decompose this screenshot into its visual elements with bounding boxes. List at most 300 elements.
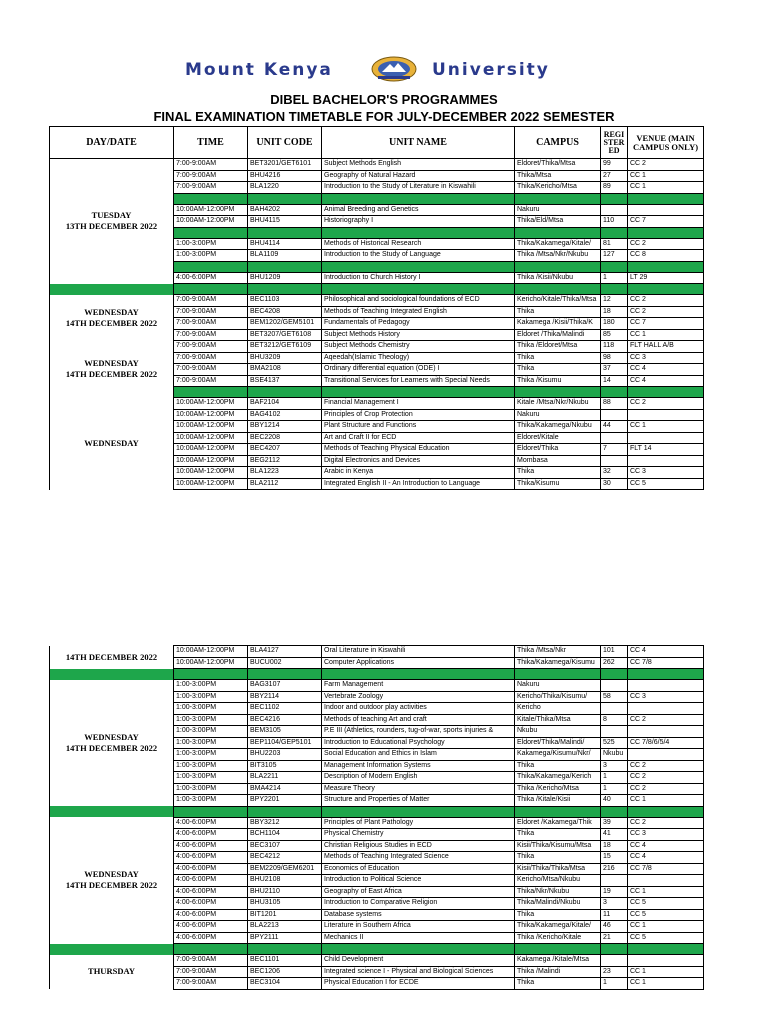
venue-cell: CC 2 (628, 772, 704, 784)
time-cell: 7:00-9:00AM (174, 352, 248, 364)
university-logo (185, 56, 600, 88)
unit-name-cell: Geography of Natural Hazard (322, 170, 515, 182)
day-date-cell (50, 159, 174, 284)
unit-code-cell: BMA4214 (248, 783, 322, 795)
unit-name-cell: Database systems (322, 909, 515, 921)
unit-name-cell: Subject Methods Chemistry (322, 341, 515, 353)
unit-code-cell: BHU2110 (248, 886, 322, 898)
separator-cell (515, 387, 601, 398)
unit-name-cell: Physical Education I for ECDE (322, 978, 515, 990)
venue-cell: CC 1 (628, 966, 704, 978)
unit-name-cell: Integrated English II - An Introduction to Language (322, 478, 515, 490)
unit-name-cell: Methods of Teaching Integrated English (322, 306, 515, 318)
unit-name-cell: Methods of Historical Research (322, 238, 515, 250)
time-cell: 7:00-9:00AM (174, 295, 248, 307)
separator-cell (628, 261, 704, 272)
unit-code-cell: BLA1220 (248, 182, 322, 194)
separator-cell (248, 806, 322, 817)
time-cell: 10:00AM-12:00PM (174, 398, 248, 410)
venue-cell: CC 2 (628, 817, 704, 829)
registered-cell: 101 (601, 646, 628, 658)
unit-name-cell: Introduction to the Study of Literature in Kiswahili (322, 182, 515, 194)
venue-cell (628, 955, 704, 967)
unit-code-cell: BEP1104/GEP5101 (248, 737, 322, 749)
time-cell: 7:00-9:00AM (174, 159, 248, 171)
day-date-text: 14TH DECEMBER 2022 (65, 317, 158, 328)
separator-cell (174, 284, 248, 295)
logo-text-left: Mount Kenya (185, 60, 333, 80)
unit-code-cell: BEC1101 (248, 955, 322, 967)
table-row (50, 341, 704, 353)
registered-cell (601, 204, 628, 216)
unit-code-cell: BLA2211 (248, 772, 322, 784)
time-cell: 1:00-3:00PM (174, 772, 248, 784)
programme-title: DIBEL BACHELOR'S PROGRAMMES (270, 92, 498, 107)
unit-name-cell: Financial Management I (322, 398, 515, 410)
logo-text-right: University (432, 60, 550, 80)
separator-cell (174, 944, 248, 955)
unit-code-cell: BEC4208 (248, 306, 322, 318)
registered-cell: 23 (601, 966, 628, 978)
unit-name-cell: Arabic in Kenya (322, 467, 515, 479)
time-cell: 10:00AM-12:00PM (174, 444, 248, 456)
table-row (50, 398, 704, 410)
time-cell: 1:00-3:00PM (174, 250, 248, 262)
venue-cell: CC 4 (628, 840, 704, 852)
registered-cell: 85 (601, 329, 628, 341)
day-date-cell (50, 680, 174, 807)
unit-name-cell: Methods of Teaching Integrated Science (322, 852, 515, 864)
registered-cell: 1 (601, 272, 628, 284)
session-separator (50, 284, 704, 295)
venue-cell (628, 455, 704, 467)
separator-cell (515, 261, 601, 272)
timetable-part-2 (49, 645, 704, 990)
campus-cell: Kakamega/Kisumu/Nkr/ (515, 749, 601, 761)
unit-name-cell: Philosophical and sociological foundations of ECD (322, 295, 515, 307)
unit-code-cell: BHU2203 (248, 749, 322, 761)
separator-cell (515, 284, 601, 295)
time-cell: 10:00AM-12:00PM (174, 467, 248, 479)
venue-cell (628, 726, 704, 738)
venue-cell: CC 4 (628, 375, 704, 387)
separator-cell (322, 944, 515, 955)
time-cell: 10:00AM-12:00PM (174, 646, 248, 658)
registered-cell: 180 (601, 318, 628, 330)
session-separator (50, 669, 704, 680)
time-cell: 4:00-6:00PM (174, 932, 248, 944)
registered-cell: 37 (601, 364, 628, 376)
unit-name-cell: Measure Theory (322, 783, 515, 795)
unit-code-cell: BBY1214 (248, 421, 322, 433)
time-cell: 1:00-3:00PM (174, 238, 248, 250)
registered-cell: 1 (601, 783, 628, 795)
venue-cell (628, 204, 704, 216)
registered-cell: 11 (601, 909, 628, 921)
venue-cell: CC 7/8 (628, 657, 704, 669)
time-cell: 4:00-6:00PM (174, 863, 248, 875)
registered-cell (601, 432, 628, 444)
time-cell: 10:00AM-12:00PM (174, 421, 248, 433)
venue-cell: CC 1 (628, 170, 704, 182)
time-cell: 4:00-6:00PM (174, 898, 248, 910)
campus-cell: Nakuru (515, 680, 601, 692)
unit-name-cell: Physical Chemistry (322, 829, 515, 841)
unit-name-cell: Computer Applications (322, 657, 515, 669)
unit-code-cell: BSE4137 (248, 375, 322, 387)
unit-name-cell: Subject Methods History (322, 329, 515, 341)
venue-cell: CC 1 (628, 795, 704, 807)
venue-cell: CC 4 (628, 852, 704, 864)
separator-cell (628, 227, 704, 238)
registered-cell: 12 (601, 295, 628, 307)
campus-cell: Thika /Kisumu (515, 375, 601, 387)
separator-cell (322, 387, 515, 398)
unit-name-cell: Subject Methods English (322, 159, 515, 171)
venue-cell (628, 749, 704, 761)
unit-name-cell: Animal Breeding and Genetics (322, 204, 515, 216)
campus-cell: Kitale/Thika/Mtsa (515, 714, 601, 726)
campus-cell: Thika/Kericho/Mtsa (515, 182, 601, 194)
venue-cell: CC 2 (628, 306, 704, 318)
campus-cell: Thika/Kisumu (515, 478, 601, 490)
campus-cell: Kitale /Mtsa/Nkr/Nkubu (515, 398, 601, 410)
campus-cell: Nkubu (515, 726, 601, 738)
separator-cell (322, 806, 515, 817)
timetable-title: FINAL EXAMINATION TIMETABLE FOR JULY-DECEMBER 2022 SEMESTER (153, 109, 615, 124)
campus-cell: Nakuru (515, 409, 601, 421)
unit-name-cell: Mechanics II (322, 932, 515, 944)
unit-name-cell: Methods of Teaching Physical Education (322, 444, 515, 456)
unit-code-cell: BAG4102 (248, 409, 322, 421)
registered-cell (601, 955, 628, 967)
unit-name-cell: Indoor and outdoor play activities (322, 703, 515, 715)
campus-cell: Kericho (515, 703, 601, 715)
time-cell: 7:00-9:00AM (174, 341, 248, 353)
unit-code-cell: BEC3107 (248, 840, 322, 852)
separator-cell (601, 806, 628, 817)
time-cell: 10:00AM-12:00PM (174, 216, 248, 228)
unit-code-cell: BEC1103 (248, 295, 322, 307)
unit-code-cell: BCH1104 (248, 829, 322, 841)
campus-cell: Kericho/Thika/Kisumu/ (515, 691, 601, 703)
separator-cell (628, 944, 704, 955)
time-cell: 1:00-3:00PM (174, 737, 248, 749)
separator-cell (628, 193, 704, 204)
campus-cell: Thika (515, 852, 601, 864)
separator-cell (322, 669, 515, 680)
separator-cell (248, 261, 322, 272)
venue-cell: CC 3 (628, 467, 704, 479)
registered-cell: 40 (601, 795, 628, 807)
time-cell: 4:00-6:00PM (174, 829, 248, 841)
unit-code-cell: BHU1209 (248, 272, 322, 284)
day-date-cell (50, 817, 174, 944)
venue-cell: CC 5 (628, 898, 704, 910)
registered-cell: 1 (601, 978, 628, 990)
venue-cell: LT 29 (628, 272, 704, 284)
registered-cell: 262 (601, 657, 628, 669)
time-cell: 7:00-9:00AM (174, 375, 248, 387)
col-day-date: DAY/DATE (50, 127, 174, 159)
col-time: TIME (174, 127, 248, 159)
time-cell: 1:00-3:00PM (174, 714, 248, 726)
campus-cell: Thika/Eld/Mtsa (515, 216, 601, 228)
campus-cell: Thika (515, 909, 601, 921)
time-cell: 1:00-3:00PM (174, 760, 248, 772)
campus-cell: Thika /Mtsa/Nkr/Nkubu (515, 250, 601, 262)
time-cell: 4:00-6:00PM (174, 886, 248, 898)
unit-code-cell: BEC4216 (248, 714, 322, 726)
registered-cell (601, 455, 628, 467)
separator-cell (248, 193, 322, 204)
campus-cell: Thika (515, 978, 601, 990)
col-campus: CAMPUS (515, 127, 601, 159)
separator-cell (601, 284, 628, 295)
separator-cell (248, 669, 322, 680)
registered-cell: 44 (601, 421, 628, 433)
campus-cell: Eldoret/Thika/Mtsa (515, 159, 601, 171)
col-registered: REGI STER ED (601, 127, 628, 159)
unit-code-cell: BHU3209 (248, 352, 322, 364)
time-cell: 7:00-9:00AM (174, 364, 248, 376)
unit-name-cell: Social Education and Ethics in Islam (322, 749, 515, 761)
unit-code-cell: BUCU002 (248, 657, 322, 669)
campus-cell: Thika (515, 352, 601, 364)
unit-code-cell: BHU3105 (248, 898, 322, 910)
venue-cell (628, 432, 704, 444)
venue-cell: CC 2 (628, 714, 704, 726)
unit-code-cell: BBY2114 (248, 691, 322, 703)
day-date-text: WEDNESDAY (84, 731, 139, 742)
unit-name-cell: Introduction to Political Science (322, 875, 515, 887)
registered-cell: 81 (601, 238, 628, 250)
time-cell: 7:00-9:00AM (174, 170, 248, 182)
unit-name-cell: Christian Religious Studies in ECD (322, 840, 515, 852)
campus-cell: Thika (515, 364, 601, 376)
campus-cell: Kisii/Thika/Thika/Mtsa (515, 863, 601, 875)
campus-cell: Thika (515, 829, 601, 841)
registered-cell: 14 (601, 375, 628, 387)
registered-cell: 216 (601, 863, 628, 875)
venue-cell: CC 5 (628, 932, 704, 944)
unit-name-cell: Introduction to Comparative Religion (322, 898, 515, 910)
campus-cell: Eldoret/Thika/Malindi/ (515, 737, 601, 749)
separator-cell (174, 387, 248, 398)
day-date-cell (50, 944, 174, 955)
unit-code-cell: BIT1201 (248, 909, 322, 921)
day-date-text: 13TH DECEMBER 2022 (65, 221, 158, 232)
campus-cell: Thika /Kitale/Kisii (515, 795, 601, 807)
col-unit-code: UNIT CODE (248, 127, 322, 159)
separator-cell (601, 261, 628, 272)
campus-cell: Kakamega /Kitale/Mtsa (515, 955, 601, 967)
day-date-cell (50, 646, 174, 669)
unit-name-cell: Historiography I (322, 216, 515, 228)
unit-code-cell: BEG2112 (248, 455, 322, 467)
table-row (50, 680, 704, 692)
campus-cell: Thika/Kakamega/Kitale/ (515, 921, 601, 933)
registered-cell: 18 (601, 306, 628, 318)
unit-name-cell: Principles of Plant Pathology (322, 817, 515, 829)
unit-code-cell: BLA2213 (248, 921, 322, 933)
unit-code-cell: BEM1202/GEM5101 (248, 318, 322, 330)
day-date-cell (50, 341, 174, 398)
campus-cell: Eldoret/Kitale (515, 432, 601, 444)
time-cell: 1:00-3:00PM (174, 783, 248, 795)
venue-cell (628, 703, 704, 715)
registered-cell: 99 (601, 159, 628, 171)
separator-cell (628, 806, 704, 817)
day-date-cell (50, 295, 174, 341)
crest-icon (370, 54, 418, 84)
campus-cell: Eldoret/Thika (515, 444, 601, 456)
unit-code-cell: BLA1223 (248, 467, 322, 479)
time-cell: 10:00AM-12:00PM (174, 455, 248, 467)
unit-code-cell: BBY3212 (248, 817, 322, 829)
venue-cell (628, 875, 704, 887)
unit-name-cell: Integrated science I - Physical and Biological Sciences (322, 966, 515, 978)
registered-cell: 127 (601, 250, 628, 262)
unit-code-cell: BET3207/GET6108 (248, 329, 322, 341)
day-date-text: WEDNESDAY (84, 438, 139, 448)
unit-code-cell: BEC4207 (248, 444, 322, 456)
venue-cell: CC 1 (628, 421, 704, 433)
registered-cell (601, 409, 628, 421)
separator-cell (628, 669, 704, 680)
campus-cell: Kakamega /Kisii/Thika/K (515, 318, 601, 330)
separator-cell (174, 227, 248, 238)
time-cell: 4:00-6:00PM (174, 921, 248, 933)
registered-cell: 15 (601, 852, 628, 864)
campus-cell: Kisii/Thika/Kisumu/Mtsa (515, 840, 601, 852)
campus-cell: Thika (515, 467, 601, 479)
campus-cell: Thika /Kericho/Mtsa (515, 783, 601, 795)
unit-name-cell: Principles of Crop Protection (322, 409, 515, 421)
venue-cell: CC 1 (628, 978, 704, 990)
venue-cell (628, 409, 704, 421)
registered-cell: Nkubu (601, 749, 628, 761)
time-cell: 10:00AM-12:00PM (174, 478, 248, 490)
day-date-text: 14TH DECEMBER 2022 (65, 742, 158, 753)
campus-cell: Thika /Kisii/Nkubu (515, 272, 601, 284)
venue-cell: FLT HALL A/B (628, 341, 704, 353)
campus-cell: Thika (515, 306, 601, 318)
venue-cell: CC 2 (628, 783, 704, 795)
unit-code-cell: BLA4127 (248, 646, 322, 658)
time-cell: 7:00-9:00AM (174, 978, 248, 990)
unit-name-cell: Introduction to the Study of Language (322, 250, 515, 262)
separator-cell (515, 227, 601, 238)
separator-cell (322, 227, 515, 238)
venue-cell: FLT 14 (628, 444, 704, 456)
separator-cell (174, 669, 248, 680)
unit-name-cell: Art and Craft II for ECD (322, 432, 515, 444)
registered-cell (601, 680, 628, 692)
campus-cell: Thika /Eldoret/Mtsa (515, 341, 601, 353)
venue-cell: CC 1 (628, 329, 704, 341)
venue-cell: CC 1 (628, 182, 704, 194)
separator-cell (248, 387, 322, 398)
registered-cell: 58 (601, 691, 628, 703)
time-cell: 1:00-3:00PM (174, 703, 248, 715)
separator-cell (248, 227, 322, 238)
campus-cell: Kericho/Mtsa/Nkubu (515, 875, 601, 887)
day-date-text: 14TH DECEMBER 2022 (65, 651, 158, 662)
unit-name-cell: Structure and Properties of Matter (322, 795, 515, 807)
registered-cell: 8 (601, 714, 628, 726)
campus-cell: Eldoret /Thika/Malindi (515, 329, 601, 341)
unit-name-cell: Ordinary differential equation (ODE) I (322, 364, 515, 376)
unit-code-cell: BEM3105 (248, 726, 322, 738)
table-row (50, 159, 704, 171)
day-date-cell (50, 669, 174, 680)
unit-code-cell: BET3201/GET6101 (248, 159, 322, 171)
campus-cell: Thika /Mtsa/Nkr (515, 646, 601, 658)
registered-cell: 39 (601, 817, 628, 829)
campus-cell: Thika/Kakamega/Kisumu (515, 657, 601, 669)
time-cell: 7:00-9:00AM (174, 966, 248, 978)
registered-cell: 89 (601, 182, 628, 194)
venue-cell: CC 2 (628, 159, 704, 171)
separator-cell (322, 284, 515, 295)
unit-name-cell: Aqeedah(Islamic Theology) (322, 352, 515, 364)
unit-name-cell: Vertebrate Zoology (322, 691, 515, 703)
unit-name-cell: Introduction to Church History I (322, 272, 515, 284)
unit-name-cell: Methods of teaching Art and craft (322, 714, 515, 726)
time-cell: 1:00-3:00PM (174, 726, 248, 738)
venue-cell: CC 3 (628, 352, 704, 364)
venue-cell: CC 5 (628, 478, 704, 490)
unit-name-cell: Fundamentals of Pedagogy (322, 318, 515, 330)
day-date-cell (50, 284, 174, 295)
campus-cell: Eldoret /Kakamega/Thik (515, 817, 601, 829)
unit-code-cell: BEC1206 (248, 966, 322, 978)
registered-cell: 98 (601, 352, 628, 364)
venue-cell: CC 5 (628, 909, 704, 921)
separator-cell (628, 284, 704, 295)
unit-name-cell: P.E III (Athletics, rounders, tug-of-war, sports injuries & (322, 726, 515, 738)
time-cell: 4:00-6:00PM (174, 909, 248, 921)
time-cell: 10:00AM-12:00PM (174, 204, 248, 216)
unit-name-cell: Introduction to Educational Psychology (322, 737, 515, 749)
timetable-part-1 (49, 126, 704, 490)
venue-cell: CC 2 (628, 760, 704, 772)
registered-cell: 32 (601, 467, 628, 479)
campus-cell: Thika/Malindi/Nkubu (515, 898, 601, 910)
time-cell: 7:00-9:00AM (174, 318, 248, 330)
unit-code-cell: BHU2108 (248, 875, 322, 887)
venue-cell: CC 2 (628, 295, 704, 307)
venue-cell: CC 4 (628, 646, 704, 658)
unit-code-cell: BHU4115 (248, 216, 322, 228)
unit-code-cell: BMA2108 (248, 364, 322, 376)
time-cell: 4:00-6:00PM (174, 852, 248, 864)
venue-cell: CC 1 (628, 921, 704, 933)
venue-cell: CC 1 (628, 886, 704, 898)
unit-name-cell: Geography of East Africa (322, 886, 515, 898)
unit-name-cell: Oral Literature in Kiswahili (322, 646, 515, 658)
unit-code-cell: BEM2209/GEM6201 (248, 863, 322, 875)
registered-cell: 88 (601, 398, 628, 410)
separator-cell (515, 806, 601, 817)
separator-cell (515, 944, 601, 955)
registered-cell: 27 (601, 170, 628, 182)
registered-cell: 18 (601, 840, 628, 852)
unit-code-cell: BEC1102 (248, 703, 322, 715)
table-header-row (50, 127, 704, 159)
separator-cell (601, 669, 628, 680)
